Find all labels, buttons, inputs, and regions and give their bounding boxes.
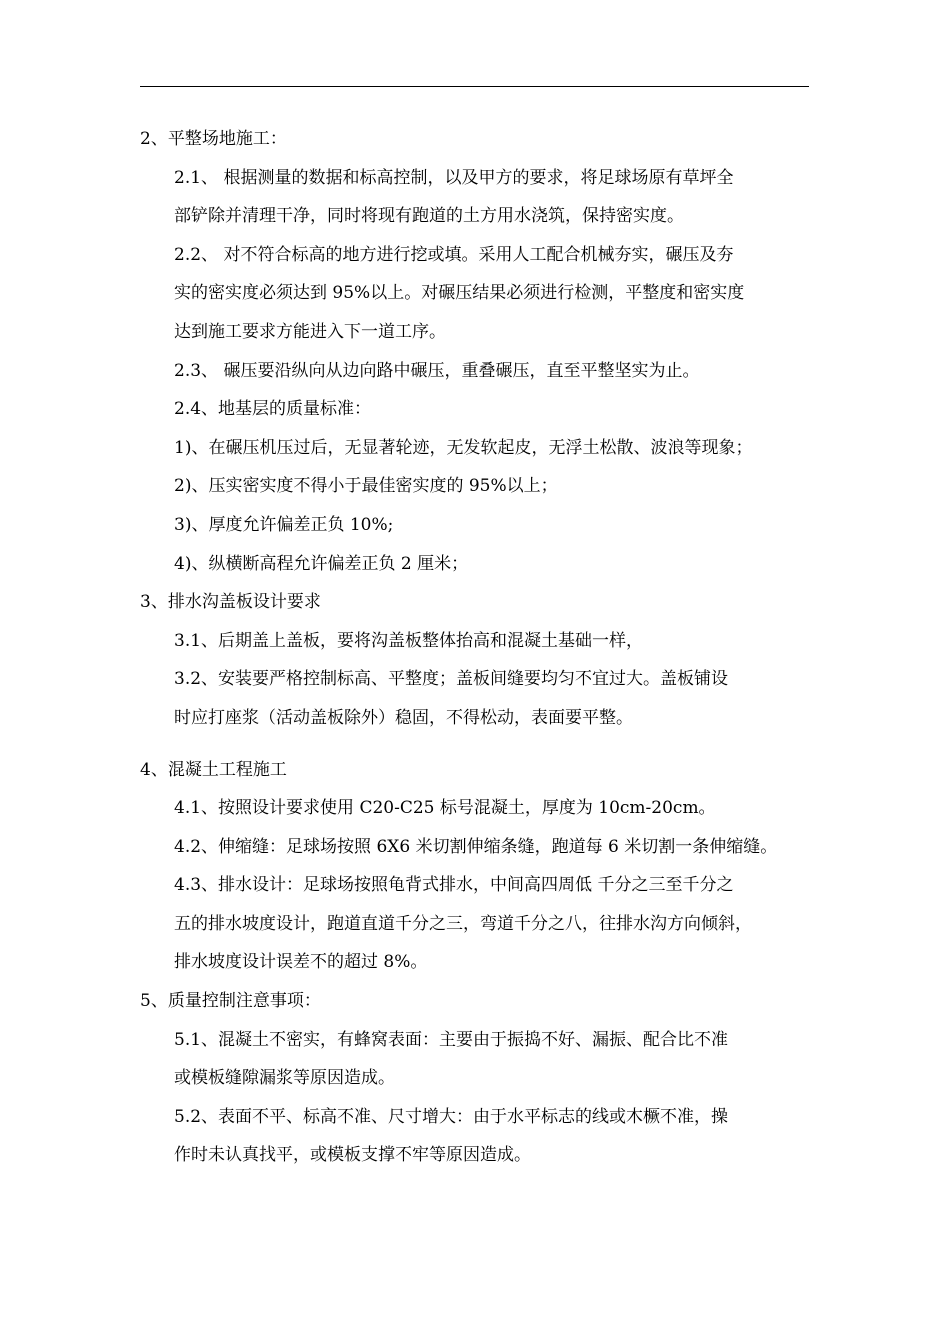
list-item-1: 1)、在碾压机压过后，无显著轮迹，无发软起皮，无浮土松散、波浪等现象； xyxy=(174,437,753,458)
paragraph-2-3: 2.3、 碾压要沿纵向从边向路中碾压，重叠碾压，直至平整坚实为止。 xyxy=(174,360,700,381)
paragraph-2-2: 2.2、 对不符合标高的地方进行挖或填。采用人工配合机械夯实，碾压及夯 xyxy=(174,244,734,265)
paragraph-4-2: 4.2、伸缩缝：足球场按照 6X6 米切割伸缩条缝，跑道每 6 米切割一条伸缩缝。 xyxy=(174,836,778,857)
paragraph-3-1: 3.1、后期盖上盖板，要将沟盖板整体抬高和混凝土基础一样， xyxy=(174,630,644,651)
header-rule xyxy=(140,86,809,87)
paragraph-2-4: 2.4、地基层的质量标准： xyxy=(174,399,372,420)
paragraph-3-2-cont: 时应打座浆（活动盖板除外）稳固，不得松动，表面要平整。 xyxy=(174,707,633,728)
paragraph-5-2-cont: 作时未认真找平，或模板支撑不牢等原因造成。 xyxy=(174,1145,531,1166)
paragraph-4-3-cont-2: 排水坡度设计误差不的超过 8%。 xyxy=(174,952,428,973)
section-gap xyxy=(140,738,812,751)
paragraph-2-2-cont: 实的密实度必须达到 95%以上。对碾压结果必须进行检测，平整度和密实度 xyxy=(174,283,745,304)
paragraph-2-2-cont-2: 达到施工要求方能进入下一道工序。 xyxy=(174,321,446,342)
paragraph-3-2: 3.2、安装要严格控制标高、平整度；盖板间缝要均匀不宜过大。盖板铺设 xyxy=(174,669,729,690)
paragraph-5-2: 5.2、表面不平、标高不准、尺寸增大：由于水平标志的线或木橛不准，操 xyxy=(174,1106,729,1127)
document-body xyxy=(140,120,812,1175)
section-5-heading: 5、质量控制注意事项： xyxy=(140,991,321,1012)
paragraph-4-1: 4.1、按照设计要求使用 C20-C25 标号混凝土，厚度为 10cm-20cm。 xyxy=(174,798,716,819)
list-item-4: 4)、纵横断高程允许偏差正负 2 厘米； xyxy=(174,553,469,574)
section-4-heading: 4、混凝土工程施工 xyxy=(140,759,287,780)
paragraph-4-3-cont: 五的排水坡度设计，跑道直道千分之三，弯道千分之八，往排水沟方向倾斜， xyxy=(174,913,752,934)
list-item-2: 2)、压实密实度不得小于最佳密实度的 95%以上； xyxy=(174,476,558,497)
paragraph-2-1: 2.1、 根据测量的数据和标高控制，以及甲方的要求，将足球场原有草坪全 xyxy=(174,167,734,188)
paragraph-4-3: 4.3、排水设计：足球场按照龟背式排水，中间高四周低 千分之三至千分之 xyxy=(174,875,734,896)
section-3-heading: 3、排水沟盖板设计要求 xyxy=(140,592,321,613)
list-item-3: 3)、厚度允许偏差正负 10%; xyxy=(174,514,394,535)
paragraph-5-1-cont: 或模板缝隙漏浆等原因造成。 xyxy=(174,1068,395,1089)
section-2-heading: 2、平整场地施工： xyxy=(140,129,287,149)
paragraph-5-1: 5.1、混凝土不密实，有蜂窝表面：主要由于振捣不好、漏振、配合比不准 xyxy=(174,1029,729,1050)
paragraph-2-1-cont: 部铲除并清理干净，同时将现有跑道的土方用水浇筑，保持密实度。 xyxy=(174,206,684,227)
